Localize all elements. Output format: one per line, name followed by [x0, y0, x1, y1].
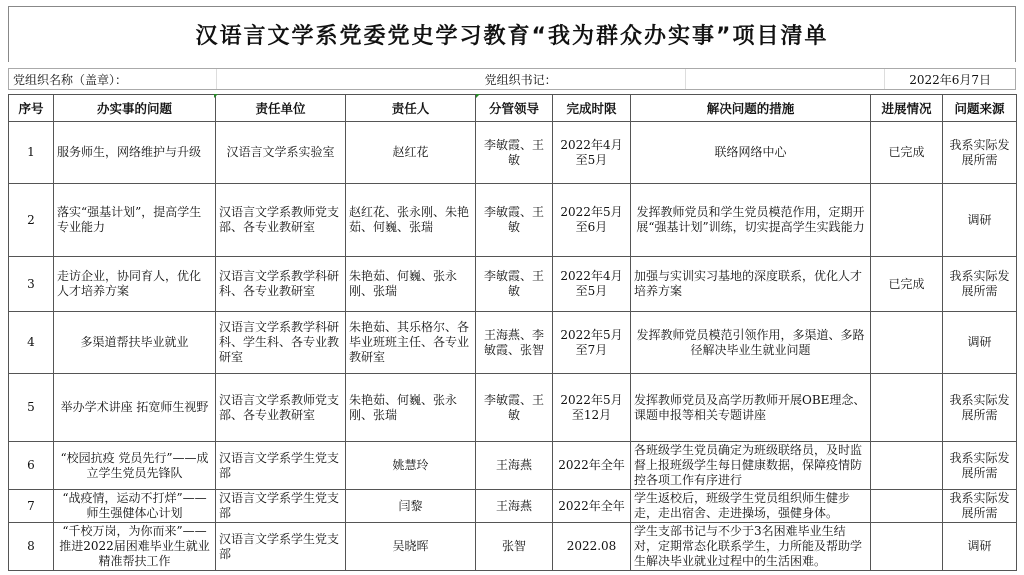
cell-leader[interactable]: 王海燕	[476, 442, 553, 490]
date-cell[interactable]: 2022年6月7日	[909, 72, 992, 87]
cell-no[interactable]: 4	[9, 312, 54, 374]
table-row	[9, 312, 1017, 374]
cell-unit[interactable]: 汉语言文学系教师党支部、各专业教研室	[216, 374, 346, 442]
table-row	[9, 442, 1017, 490]
cell-person[interactable]: 闫黎	[346, 490, 476, 523]
cell-leader[interactable]: 李敏霞、王敏	[476, 122, 553, 184]
cell-person[interactable]: 赵红花、张永刚、朱艳茹、何巍、张瑞	[346, 184, 476, 257]
cell-unit[interactable]: 汉语言文学系教学科研科、学生科、各专业教研室	[216, 312, 346, 374]
cell-issue[interactable]: 举办学术讲座 拓宽师生视野	[54, 374, 216, 442]
cell-source[interactable]: 我系实际发展所需	[943, 122, 1017, 184]
cell-unit[interactable]: 汉语言文学系学生党支部	[216, 523, 346, 571]
col-header-no[interactable]: 序号	[9, 95, 54, 122]
col-header-leader[interactable]: 分管领导	[476, 95, 553, 122]
cell-leader[interactable]: 李敏霞、王敏	[476, 374, 553, 442]
cell-source[interactable]: 调研	[943, 312, 1017, 374]
cell-leader[interactable]: 李敏霞、王敏	[476, 184, 553, 257]
cell-measure[interactable]: 学生支部书记与不少于3名困难毕业生结对，定期常态化联系学生，力所能及帮助学生解决毕业就业过程中的生活困难。	[631, 523, 871, 571]
comment-indicator-icon	[476, 94, 480, 98]
cell-no[interactable]: 6	[9, 442, 54, 490]
cell-source[interactable]: 我系实际发展所需	[943, 490, 1017, 523]
cell-source[interactable]: 我系实际发展所需	[943, 442, 1017, 490]
cell-deadline[interactable]: 2022年5月至12月	[553, 374, 631, 442]
col-header-issue[interactable]: 办实事的问题	[54, 95, 216, 122]
cell-person[interactable]: 赵红花	[346, 122, 476, 184]
cell-no[interactable]: 7	[9, 490, 54, 523]
cell-no[interactable]: 5	[9, 374, 54, 442]
cell-progress[interactable]	[871, 374, 943, 442]
cell-measure[interactable]: 发挥教师党员及高学历教师开展OBE理念、课题申报等相关专题讲座	[631, 374, 871, 442]
cell-issue[interactable]: “校园抗疫 党员先行”——成立学生党员先锋队	[54, 442, 216, 490]
table-row	[9, 523, 1017, 571]
cell-measure[interactable]: 联络网络中心	[631, 122, 871, 184]
cell-unit[interactable]: 汉语言文学系教师党支部、各专业教研室	[216, 184, 346, 257]
cell-person[interactable]: 朱艳茹、何巍、张永刚、张瑞	[346, 257, 476, 312]
table-row	[9, 490, 1017, 523]
cell-measure[interactable]: 各班级学生党员确定为班级联络员，及时监督上报班级学生每日健康数据，保障疫情防控各项工作有序进行	[631, 442, 871, 490]
cell-person[interactable]: 朱艳茹、其乐格尔、各毕业班班主任、各专业教研室	[346, 312, 476, 374]
cell-source[interactable]: 调研	[943, 523, 1017, 571]
col-header-deadline[interactable]: 完成时限	[553, 95, 631, 122]
cell-measure[interactable]: 发挥教师党员模范引领作用，多渠道、多路径解决毕业生就业问题	[631, 312, 871, 374]
cell-no[interactable]: 8	[9, 523, 54, 571]
cell-source[interactable]: 我系实际发展所需	[943, 374, 1017, 442]
cell-issue[interactable]: 多渠道帮扶毕业就业	[54, 312, 216, 374]
cell-leader[interactable]: 王海燕	[476, 490, 553, 523]
cell-measure[interactable]: 加强与实训实习基地的深度联系，优化人才培养方案	[631, 257, 871, 312]
col-header-measure[interactable]: 解决问题的措施	[631, 95, 871, 122]
cell-deadline[interactable]: 2022年4月至5月	[553, 257, 631, 312]
table-row	[9, 374, 1017, 442]
cell-leader[interactable]: 李敏霞、王敏	[476, 257, 553, 312]
cell-issue[interactable]: 落实“强基计划”，提高学生专业能力	[54, 184, 216, 257]
cell-person[interactable]: 吴晓晖	[346, 523, 476, 571]
cell-measure[interactable]: 学生返校后，班级学生党员组织师生健步走，走出宿舍、走进操场，强健身体。	[631, 490, 871, 523]
cell-leader[interactable]: 王海燕、李敏霞、张智	[476, 312, 553, 374]
cell-issue[interactable]: “千校万岗，为你而来”——推进2022届困难毕业生就业精准帮扶工作	[54, 523, 216, 571]
col-header-progress[interactable]: 进展情况	[871, 95, 943, 122]
cell-deadline[interactable]: 2022.08	[553, 523, 631, 571]
cell-progress[interactable]	[871, 442, 943, 490]
cell-deadline[interactable]: 2022年5月至6月	[553, 184, 631, 257]
cell-deadline[interactable]: 2022年5月至7月	[553, 312, 631, 374]
table-row	[9, 184, 1017, 257]
cell-no[interactable]: 2	[9, 184, 54, 257]
cell-deadline[interactable]: 2022年4月至5月	[553, 122, 631, 184]
meta-row	[8, 68, 1016, 90]
cell-issue[interactable]: 服务师生，网络维护与升级	[54, 122, 216, 184]
cell-unit[interactable]: 汉语言文学系教学科研科、各专业教研室	[216, 257, 346, 312]
col-header-source[interactable]: 问题来源	[943, 95, 1017, 122]
cell-progress[interactable]	[871, 312, 943, 374]
cell-issue[interactable]: “战疫情，运动不打烊”——师生强健体心计划	[54, 490, 216, 523]
cell-progress[interactable]: 已完成	[871, 257, 943, 312]
comment-indicator-icon	[214, 94, 218, 98]
cell-source[interactable]: 调研	[943, 184, 1017, 257]
col-header-unit[interactable]: 责任单位	[216, 95, 346, 122]
table-row	[9, 257, 1017, 312]
cell-progress[interactable]	[871, 490, 943, 523]
cell-progress[interactable]	[871, 523, 943, 571]
cell-progress[interactable]: 已完成	[871, 122, 943, 184]
cell-person[interactable]: 朱艳茹、何巍、张永刚、张瑞	[346, 374, 476, 442]
cell-unit[interactable]: 汉语言文学系学生党支部	[216, 490, 346, 523]
table-row	[9, 122, 1017, 184]
header-row	[9, 95, 1017, 122]
org-name-label[interactable]: 党组织名称（盖章）：	[9, 69, 217, 89]
cell-no[interactable]: 1	[9, 122, 54, 184]
col-header-person[interactable]: 责任人	[346, 95, 476, 122]
secretary-value[interactable]	[686, 69, 886, 89]
cell-source[interactable]: 我系实际发展所需	[943, 257, 1017, 312]
document-title: 汉语言文学系党委党史学习教育“我为群众办实事”项目清单	[8, 6, 1016, 62]
secretary-label[interactable]: 党组织书记：	[217, 69, 686, 89]
cell-deadline[interactable]: 2022年全年	[553, 442, 631, 490]
cell-no[interactable]: 3	[9, 257, 54, 312]
cell-unit[interactable]: 汉语言文学系学生党支部	[216, 442, 346, 490]
cell-leader[interactable]: 张智	[476, 523, 553, 571]
cell-unit[interactable]: 汉语言文学系实验室	[216, 122, 346, 184]
project-table	[8, 94, 1017, 571]
cell-issue[interactable]: 走访企业，协同育人，优化人才培养方案	[54, 257, 216, 312]
cell-person[interactable]: 姚慧玲	[346, 442, 476, 490]
cell-deadline[interactable]: 2022年全年	[553, 490, 631, 523]
cell-measure[interactable]: 发挥教师党员和学生党员模范作用，定期开展“强基计划”训练，切实提高学生实践能力	[631, 184, 871, 257]
cell-progress[interactable]	[871, 184, 943, 257]
